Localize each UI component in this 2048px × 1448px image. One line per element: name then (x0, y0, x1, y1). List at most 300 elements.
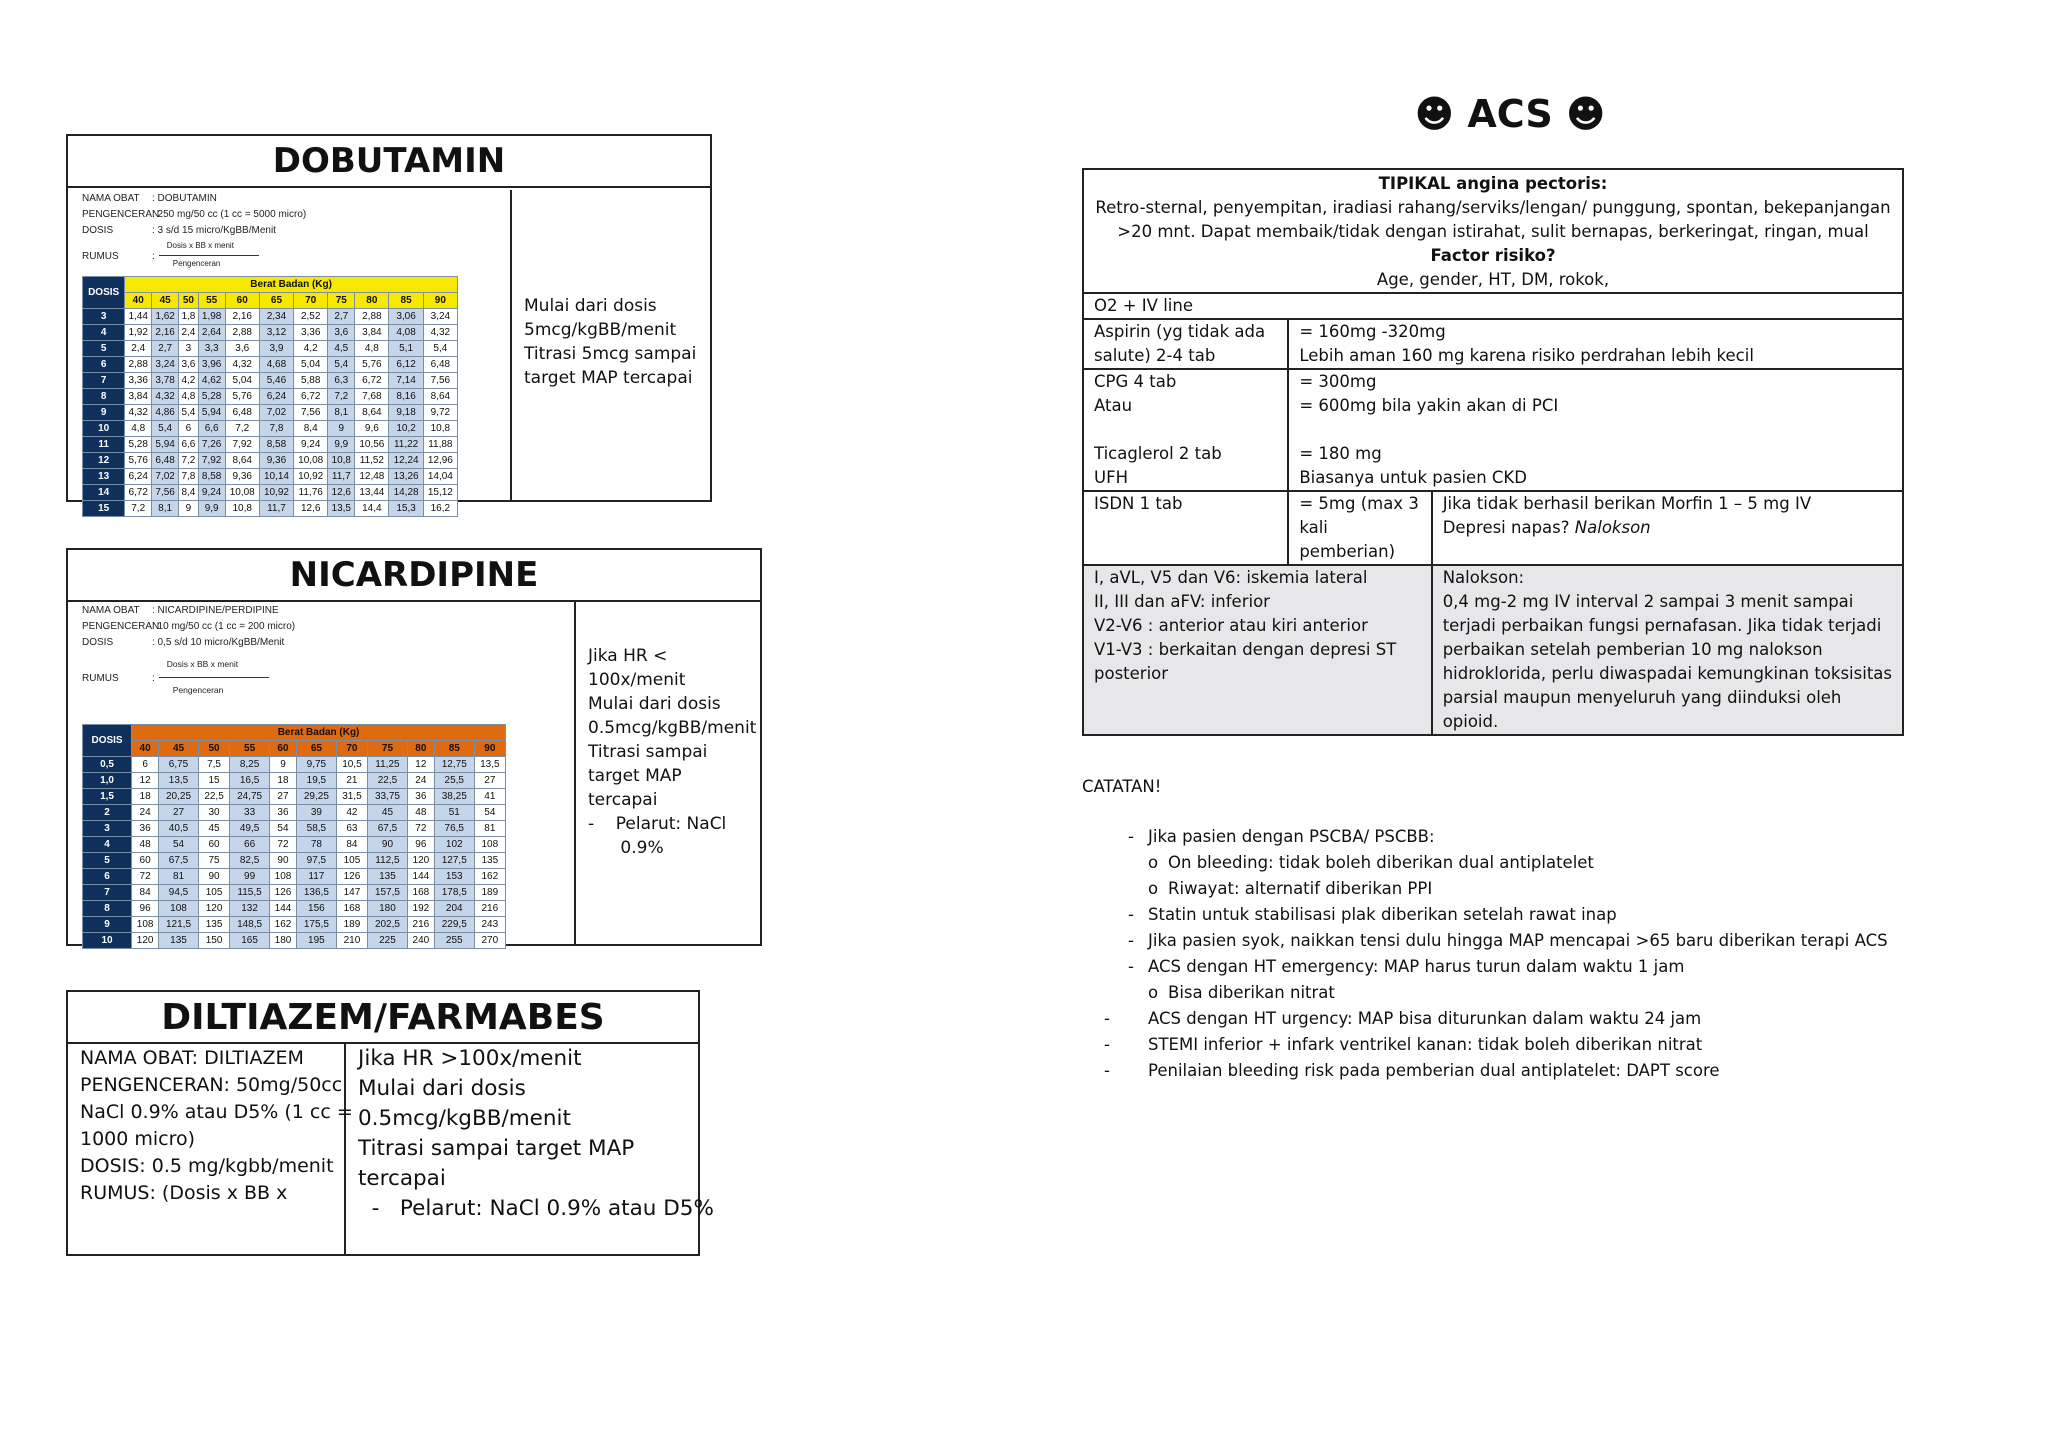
diltiazem-line: Jika HR >100x/menit (358, 1046, 582, 1071)
catatan-list (1082, 824, 1888, 1084)
tipikal-cell (1083, 169, 1903, 293)
list-item-text: ACS dengan HT emergency: MAP harus turun dalam waktu 1 jam (1148, 957, 1685, 976)
table-row (83, 357, 458, 373)
value-cell: 27 (159, 805, 199, 821)
note-line: Titrasi 5mcg sampai (524, 344, 697, 364)
value-cell: 20,25 (159, 789, 199, 805)
value-cell: 9 (179, 501, 199, 517)
value-cell: 9,75 (297, 757, 337, 773)
value-cell: 3,12 (259, 325, 293, 341)
bullet-mark: o (1148, 983, 1159, 1002)
value-cell: 10,08 (294, 453, 328, 469)
value-cell: 10,8 (328, 453, 355, 469)
value-cell: 33 (230, 805, 270, 821)
value-cell: 5,4 (179, 405, 199, 421)
note-line: Jika HR < (588, 646, 668, 666)
bullet-mark: - (1128, 827, 1134, 846)
value-cell: 10,5 (336, 757, 367, 773)
value-cell: 135 (474, 853, 505, 869)
value-cell: 121,5 (159, 917, 199, 933)
value-cell: 2,64 (198, 325, 225, 341)
value-cell: 1,92 (125, 325, 152, 341)
value-cell: 96 (407, 837, 434, 853)
value-cell: 6,24 (259, 389, 293, 405)
dose-cell: 2 (83, 805, 132, 821)
value-cell: 11,88 (423, 437, 457, 453)
value-cell: 7,56 (294, 405, 328, 421)
value-cell: 8,1 (152, 501, 179, 517)
value-cell: 7,68 (355, 389, 389, 405)
value-cell: 3,6 (179, 357, 199, 373)
value-cell: 3,9 (259, 341, 293, 357)
value-cell: 144 (269, 901, 296, 917)
table-row (83, 885, 506, 901)
weight-cell: 75 (328, 293, 355, 309)
weight-header: Berat Badan (Kg) (132, 725, 506, 741)
formula: Dosis x BB x menit Pengenceran (159, 239, 269, 273)
dose-cell: 3 (83, 309, 125, 325)
value-cell: 135 (198, 917, 229, 933)
weight-cell: 45 (152, 293, 179, 309)
value-cell: 108 (159, 901, 199, 917)
list-item (1082, 850, 1594, 876)
note-line: target MAP tercapai (524, 368, 693, 388)
list-item-text: Riwayat: alternatif diberikan PPI (1168, 879, 1433, 898)
factor-title: Factor risiko? (1430, 246, 1556, 265)
diltiazem-line: 1000 micro) (80, 1128, 196, 1150)
dobutamin-dose-table (82, 276, 458, 517)
bullet-mark: - (1128, 905, 1134, 924)
dose-cell: 7 (83, 885, 132, 901)
value-cell: 5,4 (152, 421, 179, 437)
value-cell: 204 (434, 901, 474, 917)
value-cell: 24 (132, 805, 159, 821)
cpg-label: CPG 4 tab Atau Ticaglerol 2 tab UFH (1083, 369, 1288, 491)
value-cell: 117 (297, 869, 337, 885)
value-cell: 4,8 (355, 341, 389, 357)
value-cell: 24 (407, 773, 434, 789)
bullet-mark: o (1148, 879, 1159, 898)
catatan-title: CATATAN! (1082, 777, 1162, 796)
value-cell: 168 (407, 885, 434, 901)
value-cell: 180 (269, 933, 296, 949)
value-cell: 11,7 (328, 469, 355, 485)
value-cell: 11,76 (294, 485, 328, 501)
value-cell: 81 (474, 821, 505, 837)
aspirin-label: Aspirin (yg tidak ada salute) 2-4 tab (1083, 319, 1288, 369)
nicardipine-title: NICARDIPINE (68, 550, 760, 602)
note-line: tercapai (588, 790, 658, 810)
value-cell: 144 (407, 869, 434, 885)
value-cell: 9,9 (328, 437, 355, 453)
bullet-mark: - (1128, 957, 1134, 976)
value-cell: 90 (269, 853, 296, 869)
nicardipine-card (66, 548, 762, 946)
value-cell: 108 (269, 869, 296, 885)
dose-cell: 3 (83, 821, 132, 837)
value-cell: 10,8 (225, 501, 259, 517)
value-cell: 10,14 (259, 469, 293, 485)
weight-cell: 70 (294, 293, 328, 309)
value-cell: 10,92 (294, 469, 328, 485)
value-cell: 6,48 (225, 405, 259, 421)
dose-cell: 13 (83, 469, 125, 485)
isdn-label: ISDN 1 tab (1083, 491, 1288, 565)
value-cell: 7,2 (328, 389, 355, 405)
value-cell: 8,64 (355, 405, 389, 421)
value-cell: 120 (407, 853, 434, 869)
info-row: PENGENCERAN : 10 mg/50 cc (1 cc = 200 micro) (82, 620, 296, 632)
value-cell: 7,14 (389, 373, 423, 389)
value-cell: 10,8 (423, 421, 457, 437)
value-cell: 45 (368, 805, 408, 821)
dose-cell: 11 (83, 437, 125, 453)
value-cell: 4,68 (259, 357, 293, 373)
value-cell: 15,12 (423, 485, 457, 501)
value-cell: 132 (230, 901, 270, 917)
value-cell: 5,76 (355, 357, 389, 373)
value-cell: 6 (132, 757, 159, 773)
dobutamin-card (66, 134, 712, 514)
value-cell: 5,28 (125, 437, 152, 453)
diltiazem-line: DOSIS: 0.5 mg/kgbb/menit (80, 1155, 334, 1177)
list-item-text: STEMI inferior + infark ventrikel kanan: tidak boleh diberikan nitrat (1148, 1035, 1703, 1054)
diltiazem-left (68, 1042, 353, 1254)
bullet-mark: - (1104, 1035, 1110, 1054)
value-cell: 4,2 (179, 373, 199, 389)
value-cell: 5,94 (198, 405, 225, 421)
value-cell: 2,7 (328, 309, 355, 325)
value-cell: 13,5 (474, 757, 505, 773)
dobutamin-info (82, 190, 510, 274)
value-cell: 105 (198, 885, 229, 901)
value-cell: 6,72 (125, 485, 152, 501)
value-cell: 127,5 (434, 853, 474, 869)
value-cell: 5,88 (294, 373, 328, 389)
info-row: NAMA OBAT : DOBUTAMIN (82, 192, 217, 204)
value-cell: 10,92 (259, 485, 293, 501)
nalokson-cell: Nalokson: 0,4 mg-2 mg IV interval 2 sampai 3 menit sampai terjadi perbaikan fungsi pernafasan. Jika tidak terjadi perbaikan setelah pemberian 10 mg nalokson hidroklorida, perlu diwaspadai kemungkinan toksisitas parsial maupun menyeluruh yang diinduksi oleh opioid. (1432, 565, 1903, 735)
value-cell: 99 (230, 869, 270, 885)
value-cell: 36 (269, 805, 296, 821)
dose-cell: 10 (83, 933, 132, 949)
value-cell: 4,32 (225, 357, 259, 373)
value-cell: 202,5 (368, 917, 408, 933)
value-cell: 210 (336, 933, 367, 949)
value-cell: 178,5 (434, 885, 474, 901)
table-row (83, 901, 506, 917)
value-cell: 2,7 (152, 341, 179, 357)
weight-cell: 60 (225, 293, 259, 309)
value-cell: 225 (368, 933, 408, 949)
value-cell: 3,6 (328, 325, 355, 341)
info-row: NAMA OBAT : NICARDIPINE/PERDIPINE (82, 604, 279, 616)
value-cell: 189 (336, 917, 367, 933)
value-cell: 147 (336, 885, 367, 901)
list-item (1082, 954, 1685, 980)
table-row (83, 341, 458, 357)
dose-cell: 5 (83, 341, 125, 357)
value-cell: 9,72 (423, 405, 457, 421)
tipikal-title: TIPIKAL angina pectoris: (1378, 174, 1608, 193)
table-row (83, 837, 506, 853)
value-cell: 3,3 (198, 341, 225, 357)
value-cell: 270 (474, 933, 505, 949)
value-cell: 2,4 (125, 341, 152, 357)
value-cell: 2,52 (294, 309, 328, 325)
value-cell: 22,5 (368, 773, 408, 789)
value-cell: 82,5 (230, 853, 270, 869)
dose-cell: 5 (83, 853, 132, 869)
value-cell: 4,8 (179, 389, 199, 405)
table-row (83, 773, 506, 789)
value-cell: 4,62 (198, 373, 225, 389)
value-cell: 126 (336, 869, 367, 885)
value-cell: 3,6 (225, 341, 259, 357)
table-row (83, 309, 458, 325)
dose-cell: 15 (83, 501, 125, 517)
value-cell: 6,48 (152, 453, 179, 469)
info-row: DOSIS : 3 s/d 15 micro/KgBB/Menit (82, 224, 276, 236)
value-cell: 9 (328, 421, 355, 437)
value-cell: 3,06 (389, 309, 423, 325)
note-line: - Pelarut: NaCl (588, 814, 727, 834)
value-cell: 14,28 (389, 485, 423, 501)
list-item-text: Jika pasien syok, naikkan tensi dulu hingga MAP mencapai >65 baru diberikan terapi ACS (1148, 931, 1888, 950)
isdn-note: Jika tidak berhasil berikan Morfin 1 – 5 mg IV Depresi napas? Nalokson (1432, 491, 1903, 565)
value-cell: 4,86 (152, 405, 179, 421)
value-cell: 3,36 (294, 325, 328, 341)
value-cell: 157,5 (368, 885, 408, 901)
diltiazem-line: 0.5mcg/kgBB/menit (358, 1106, 571, 1131)
weight-cell: 75 (368, 741, 408, 757)
weight-cell: 50 (179, 293, 199, 309)
value-cell: 4,32 (423, 325, 457, 341)
value-cell: 66 (230, 837, 270, 853)
nicardipine-table-panel (68, 602, 576, 944)
value-cell: 6,24 (125, 469, 152, 485)
table-row (83, 933, 506, 949)
value-cell: 126 (269, 885, 296, 901)
value-cell: 255 (434, 933, 474, 949)
value-cell: 38,25 (434, 789, 474, 805)
value-cell: 7,02 (152, 469, 179, 485)
note-line: Mulai dari dosis (524, 296, 657, 316)
value-cell: 40,5 (159, 821, 199, 837)
value-cell: 90 (368, 837, 408, 853)
dose-cell: 6 (83, 357, 125, 373)
value-cell: 108 (132, 917, 159, 933)
value-cell: 96 (132, 901, 159, 917)
info-row: RUMUS : Dosis x BB x menit Pengenceran (82, 650, 574, 706)
value-cell: 3 (179, 341, 199, 357)
weight-cell: 90 (423, 293, 457, 309)
tipikal-text: >20 mnt. Dapat membaik/tidak dengan istirahat, sulit bernapas, berkeringat, ringan, mual (1117, 222, 1869, 241)
value-cell: 97,5 (297, 853, 337, 869)
value-cell: 16,2 (423, 501, 457, 517)
value-cell: 67,5 (159, 853, 199, 869)
cpg-dose: = 300mg = 600mg bila yakin akan di PCI = 180 mg Biasanya untuk pasien CKD (1288, 369, 1903, 491)
value-cell: 7,56 (152, 485, 179, 501)
value-cell: 90 (198, 869, 229, 885)
table-row (83, 821, 506, 837)
value-cell: 189 (474, 885, 505, 901)
value-cell: 81 (159, 869, 199, 885)
value-cell: 112,5 (368, 853, 408, 869)
value-cell: 12,75 (434, 757, 474, 773)
value-cell: 36 (407, 789, 434, 805)
value-cell: 120 (132, 933, 159, 949)
diltiazem-right (358, 1044, 714, 1224)
value-cell: 14,4 (355, 501, 389, 517)
value-cell: 3,24 (423, 309, 457, 325)
value-cell: 192 (407, 901, 434, 917)
info-row: RUMUS : Dosis x BB x menit Pengenceran (82, 238, 510, 274)
nicardipine-notes (588, 644, 756, 860)
bullet-mark: o (1148, 853, 1159, 872)
dosis-header: DOSIS (83, 725, 132, 757)
weight-cell: 45 (159, 741, 199, 757)
value-cell: 2,34 (259, 309, 293, 325)
value-cell: 2,88 (355, 309, 389, 325)
weight-cell: 80 (407, 741, 434, 757)
value-cell: 1,8 (179, 309, 199, 325)
list-item (1082, 876, 1433, 902)
acs-table (1082, 168, 1904, 736)
value-cell: 12,6 (328, 485, 355, 501)
diltiazem-line: Mulai dari dosis (358, 1076, 526, 1101)
isdn-dose: = 5mg (max 3 kali pemberian) (1288, 491, 1431, 565)
weight-cell: 90 (474, 741, 505, 757)
value-cell: 6,48 (423, 357, 457, 373)
value-cell: 29,25 (297, 789, 337, 805)
value-cell: 13,44 (355, 485, 389, 501)
value-cell: 6,6 (198, 421, 225, 437)
value-cell: 4,32 (125, 405, 152, 421)
note-line: target MAP (588, 766, 682, 786)
weight-header: Berat Badan (Kg) (125, 277, 458, 293)
table-row (83, 421, 458, 437)
bullet-mark: - (1128, 931, 1134, 950)
value-cell: 102 (434, 837, 474, 853)
nicardipine-info (82, 602, 574, 706)
value-cell: 3,84 (355, 325, 389, 341)
weight-cell: 40 (132, 741, 159, 757)
value-cell: 9,24 (198, 485, 225, 501)
value-cell: 6,72 (355, 373, 389, 389)
value-cell: 2,88 (225, 325, 259, 341)
diltiazem-line: PENGENCERAN: 50mg/50cc (80, 1074, 343, 1096)
value-cell: 8,58 (259, 437, 293, 453)
value-cell: 39 (297, 805, 337, 821)
value-cell: 3,36 (125, 373, 152, 389)
list-item-text: ACS dengan HT urgency: MAP bisa diturunkan dalam waktu 24 jam (1148, 1009, 1702, 1028)
list-item (1082, 1058, 1720, 1084)
value-cell: 15,3 (389, 501, 423, 517)
weight-cell: 55 (198, 293, 225, 309)
info-row: DOSIS : 0,5 s/d 10 micro/KgBB/Menit (82, 636, 285, 648)
value-cell: 180 (368, 901, 408, 917)
value-cell: 4,2 (294, 341, 328, 357)
value-cell: 24,75 (230, 789, 270, 805)
nicardipine-dose-table (82, 724, 506, 949)
value-cell: 5,76 (125, 453, 152, 469)
value-cell: 6 (179, 421, 199, 437)
value-cell: 25,5 (434, 773, 474, 789)
value-cell: 63 (336, 821, 367, 837)
table-row (83, 485, 458, 501)
diltiazem-line: tercapai (358, 1166, 446, 1191)
table-row (83, 405, 458, 421)
dose-cell: 1,0 (83, 773, 132, 789)
weight-cell: 65 (297, 741, 337, 757)
value-cell: 2,88 (125, 357, 152, 373)
table-row (83, 869, 506, 885)
value-cell: 8,1 (328, 405, 355, 421)
value-cell: 7,2 (179, 453, 199, 469)
value-cell: 148,5 (230, 917, 270, 933)
value-cell: 21 (336, 773, 367, 789)
list-item-text: Jika pasien dengan PSCBA/ PSCBB: (1148, 827, 1435, 846)
value-cell: 11,52 (355, 453, 389, 469)
value-cell: 60 (198, 837, 229, 853)
diltiazem-title: DILTIAZEM/FARMABES (68, 992, 698, 1044)
table-row (83, 325, 458, 341)
value-cell: 7,8 (259, 421, 293, 437)
value-cell: 115,5 (230, 885, 270, 901)
value-cell: 54 (159, 837, 199, 853)
formula: Dosis x BB x menit Pengenceran (159, 653, 279, 703)
table-row (83, 757, 506, 773)
value-cell: 54 (269, 821, 296, 837)
value-cell: 11,22 (389, 437, 423, 453)
value-cell: 7,8 (179, 469, 199, 485)
value-cell: 3,24 (152, 357, 179, 373)
table-row (83, 373, 458, 389)
dose-cell: 10 (83, 421, 125, 437)
list-item-text: On bleeding: tidak boleh diberikan dual antiplatelet (1168, 853, 1594, 872)
value-cell: 165 (230, 933, 270, 949)
value-cell: 195 (297, 933, 337, 949)
value-cell: 2,16 (152, 325, 179, 341)
dose-cell: 8 (83, 389, 125, 405)
list-item-text: Statin untuk stabilisasi plak diberikan setelah rawat inap (1148, 905, 1617, 924)
dobutamin-notes (524, 294, 696, 390)
value-cell: 18 (269, 773, 296, 789)
value-cell: 60 (132, 853, 159, 869)
tipikal-text: Retro-sternal, penyempitan, iradiasi rahang/serviks/lengan/ punggung, spontan, bekepanjangan (1095, 198, 1891, 217)
list-item-text: Penilaian bleeding risk pada pemberian dual antiplatelet: DAPT score (1148, 1061, 1720, 1080)
dose-cell: 8 (83, 901, 132, 917)
dose-cell: 4 (83, 325, 125, 341)
value-cell: 8,4 (179, 485, 199, 501)
value-cell: 11,7 (259, 501, 293, 517)
value-cell: 8,58 (198, 469, 225, 485)
value-cell: 8,4 (294, 421, 328, 437)
weight-cell: 50 (198, 741, 229, 757)
dose-cell: 9 (83, 405, 125, 421)
table-row (83, 453, 458, 469)
value-cell: 175,5 (297, 917, 337, 933)
dose-cell: 0,5 (83, 757, 132, 773)
value-cell: 36 (132, 821, 159, 837)
weight-cell: 60 (269, 741, 296, 757)
table-row (83, 437, 458, 453)
value-cell: 3,84 (125, 389, 152, 405)
value-cell: 1,62 (152, 309, 179, 325)
list-item-text: Bisa diberikan nitrat (1168, 983, 1335, 1002)
value-cell: 13,5 (328, 501, 355, 517)
